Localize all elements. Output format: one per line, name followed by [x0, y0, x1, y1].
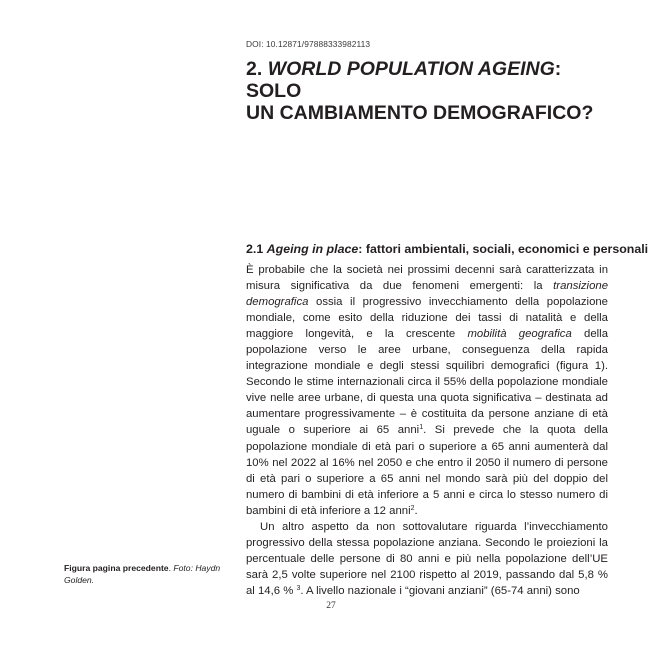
paragraph-1 — [246, 262, 608, 519]
figure-caption — [64, 563, 234, 586]
section-title-rest: : fattori ambientali, sociali, economici e personali — [358, 242, 649, 256]
chapter-number: 2. — [246, 58, 268, 80]
footnote-ref-3[interactable]: 3 — [296, 584, 301, 592]
chapter-title-line2: UN CAMBIAMENTO DEMOGRAFICO? — [246, 102, 594, 124]
section-title-italic: Ageing in place — [266, 242, 359, 256]
chapter-title — [246, 58, 616, 124]
paragraph-2-text-a: Un altro aspetto da non sottovalutare riguarda l’invecchiamento progressivo della stessa popolazione anziana. Secondo le proiezioni la percentuale delle persone di 80 anni e più nella popolazione dell’UE sarà 2,5 volte superiore nel 2100 rispetto al 2019, passando dal 5,8 % al 14,6 % — [246, 520, 608, 597]
term-mobilita-geografica: mobilità geografica — [467, 328, 572, 341]
caption-credit: Foto: Haydn Golden. — [64, 563, 221, 585]
chapter-title-rest: : SOLO — [246, 58, 562, 102]
caption-label: Figura pagina precedente — [64, 563, 169, 573]
paragraph-2 — [246, 519, 608, 599]
footnote-ref-2[interactable]: 2 — [410, 504, 415, 512]
section-heading — [246, 242, 649, 257]
page-number: 27 — [326, 601, 336, 611]
doi-reference: DOI: 10.12871/97888333982113 — [246, 39, 371, 49]
footnote-ref-1[interactable]: 1 — [419, 424, 424, 432]
paragraph-1-text-a: È probabile che la società nei prossimi decenni sarà caratterizzata in misura significativa da due fenomeni emergenti: la — [246, 264, 608, 293]
paragraph-1-text-c: della popolazione verso le aree urbane, conseguenza della rapida integrazione mondiale e degli stessi squilibri demografici (figura 1). Secondo le stime internazionali circa il 55% della popolazione mondiale vive nelle aree urbane, di questa una quota significativa – destinata ad aumentare progressivamente – è costituita da persone anziane di età uguale o superiore ai 65 anni — [246, 328, 609, 437]
caption-separator: . — [168, 563, 174, 573]
paragraph-1-text-d: . Si prevede che la quota della popolazione mondiale di età pari o superiore a 65 anni aumenterà dal 10% nel 2022 al 16% nel 2050 e che entro il 2050 il numero di persone di età pari o superiore a 65 anni nel mondo sarà più del doppio del numero di bambini di età inferiore a 5 anni e circa lo stesso numero di bambini di età inferiore a 12 anni — [246, 424, 608, 517]
paragraph-2-text-b: . A livello nazionale i “giovani anziani” (65-74 anni) sono — [300, 584, 580, 597]
paragraph-1-text-e: . — [414, 504, 418, 517]
body-text — [246, 262, 608, 599]
chapter-title-italic: WORLD POPULATION AGEING — [267, 58, 555, 80]
section-number: 2.1 — [246, 242, 267, 256]
paragraph-1-text-b: ossia il progressivo invecchiamento della popolazione mondiale, come esito della riduzione dei tassi di natalità e della maggiore longevità, e la crescente — [246, 296, 608, 341]
term-transizione-demografica: transizione demografica — [246, 280, 608, 309]
